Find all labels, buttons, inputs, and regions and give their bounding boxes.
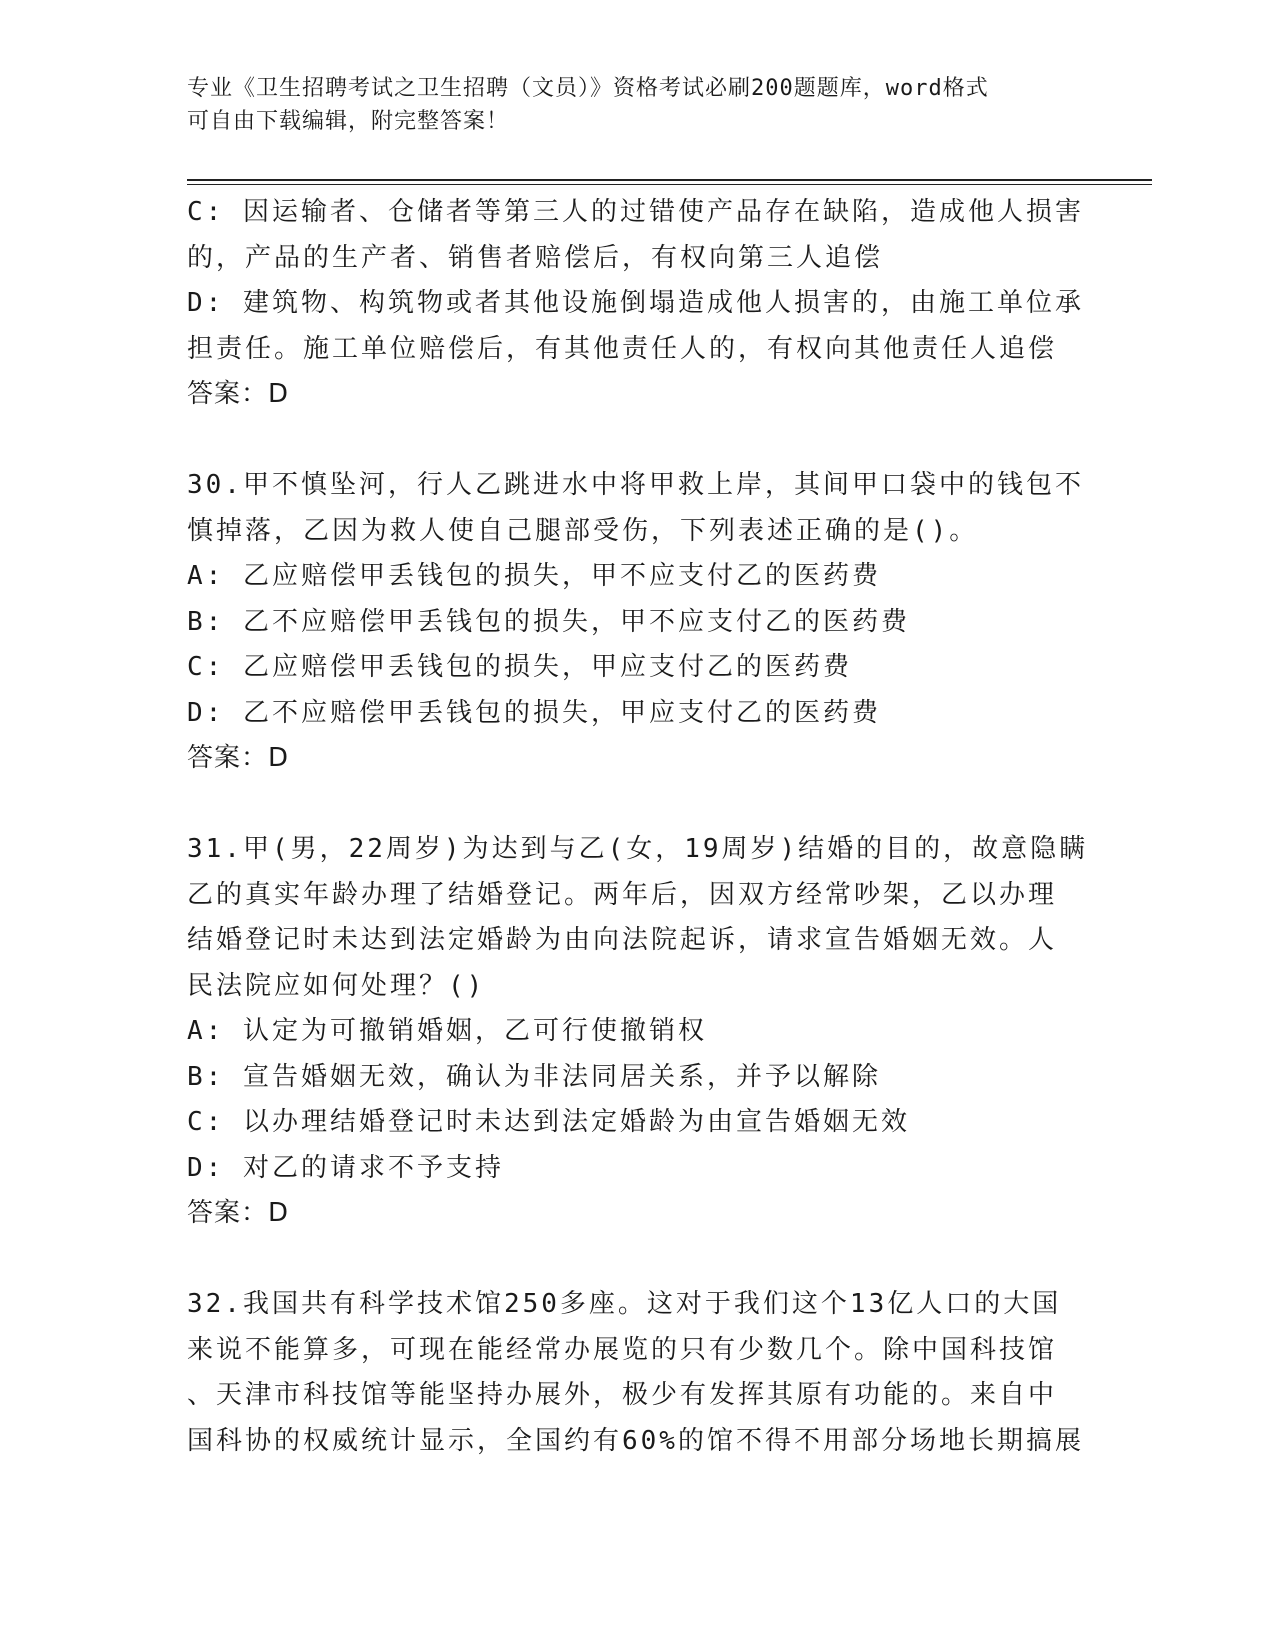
option-d: D: 对乙的请求不予支持	[187, 1152, 504, 1183]
option-c: C: 以办理结婚登记时未达到法定婚龄为由宣告婚姻无效	[187, 1107, 910, 1137]
question-stem-line-1: 32.我国共有科学技术馆250多座。这对于我们这个13亿人口的大国	[187, 1289, 1062, 1319]
option-a: A: 乙应赔偿甲丢钱包的损失，甲不应支付乙的医药费	[187, 561, 881, 591]
header-divider-thin	[187, 184, 1152, 185]
document-header	[187, 72, 1087, 138]
question-stem-line-2: 慎掉落，乙因为救人使自己腿部受伤，下列表述正确的是()。	[187, 515, 979, 546]
question-29-fragment	[187, 190, 1087, 418]
header-divider-thick	[187, 179, 1152, 181]
question-stem-line-4: 国科协的权威统计显示，全国约有60%的馆不得不用部分场地长期搞展	[187, 1425, 1084, 1456]
question-31	[187, 827, 1087, 1237]
option-c-line-1: C: 因运输者、仓储者等第三人的过错使产品存在缺陷，造成他人损害	[187, 197, 1084, 227]
option-d-line-2: 担责任。施工单位赔偿后，有其他责任人的，有权向其他责任人追偿	[187, 333, 1058, 364]
answer: 答案：D	[187, 1198, 290, 1228]
header-line-2: 可自由下载编辑，附完整答案！	[187, 109, 510, 134]
spacer	[187, 782, 1087, 828]
option-c: C: 乙应赔偿甲丢钱包的损失，甲应支付乙的医药费	[187, 652, 852, 682]
option-d: D: 乙不应赔偿甲丢钱包的损失，甲应支付乙的医药费	[187, 697, 881, 728]
option-c-line-2: 的，产品的生产者、销售者赔偿后，有权向第三人追偿	[187, 242, 884, 273]
question-30	[187, 463, 1087, 782]
question-32	[187, 1282, 1087, 1464]
question-stem-line-1: 31.甲(男，22周岁)为达到与乙(女，19周岁)结婚的目的，故意隐瞒	[187, 834, 1089, 864]
option-d-line-1: D: 建筑物、构筑物或者其他设施倒塌造成他人损害的，由施工单位承	[187, 288, 1084, 318]
question-stem-line-3: 、天津市科技馆等能坚持办展外，极少有发挥其原有功能的。来自中	[187, 1380, 1058, 1410]
answer: 答案：D	[187, 379, 290, 409]
spacer	[187, 1237, 1087, 1283]
question-stem-line-2: 乙的真实年龄办理了结婚登记。两年后，因双方经常吵架，乙以办理	[187, 879, 1058, 910]
question-stem-line-2: 来说不能算多，可现在能经常办展览的只有少数几个。除中国科技馆	[187, 1334, 1058, 1365]
spacer	[187, 418, 1087, 464]
option-b: B: 乙不应赔偿甲丢钱包的损失，甲不应支付乙的医药费	[187, 606, 910, 637]
question-stem-line-4: 民法院应如何处理？()	[187, 970, 486, 1001]
document-body	[187, 190, 1087, 1464]
header-line-1: 专业《卫生招聘考试之卫生招聘（文员）》资格考试必刷200题题库，word格式	[187, 76, 989, 101]
option-b: B: 宣告婚姻无效，确认为非法同居关系，并予以解除	[187, 1061, 881, 1092]
question-stem-line-1: 30.甲不慎坠河，行人乙跳进水中将甲救上岸，其间甲口袋中的钱包不	[187, 470, 1084, 500]
question-stem-line-3: 结婚登记时未达到法定婚龄为由向法院起诉，请求宣告婚姻无效。人	[187, 925, 1058, 955]
answer: 答案：D	[187, 743, 290, 773]
option-a: A: 认定为可撤销婚姻，乙可行使撤销权	[187, 1016, 707, 1046]
